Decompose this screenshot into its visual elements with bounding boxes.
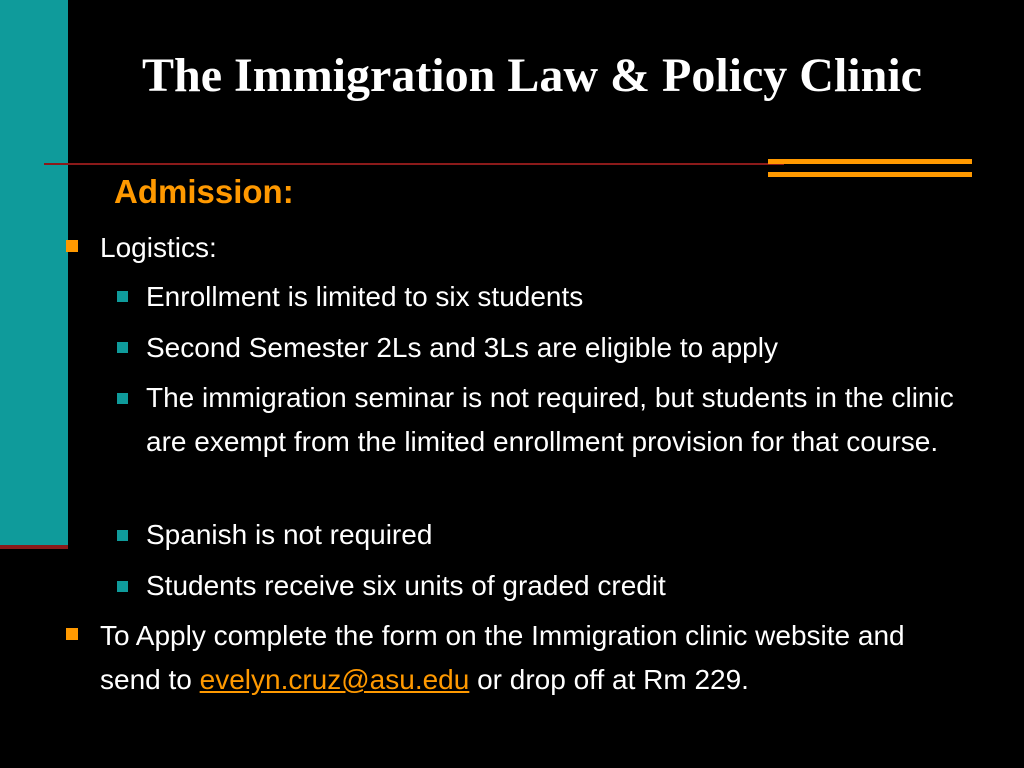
sub-bullet-square-icon <box>117 393 128 404</box>
apply-text-after: or drop off at Rm 229. <box>477 664 749 695</box>
bullet-square-icon <box>66 628 78 640</box>
side-bar-underline <box>0 545 68 549</box>
bullet-logistics: Logistics: <box>100 232 217 263</box>
accent-line-bottom <box>768 172 972 177</box>
slide-title: The Immigration Law & Policy Clinic <box>142 49 922 102</box>
sub-bullet-square-icon <box>117 291 128 302</box>
sub-bullet-eligibility: Second Semester 2Ls and 3Ls are eligible to apply <box>146 332 778 363</box>
bullet-to-apply <box>100 614 970 702</box>
sub-bullet-square-icon <box>117 530 128 541</box>
sub-bullet-spanish: Spanish is not required <box>146 519 433 550</box>
slide-subtitle: Admission: <box>114 173 294 210</box>
sub-bullet-credit: Students receive six units of graded credit <box>146 570 666 601</box>
sub-bullet-square-icon <box>117 581 128 592</box>
title-divider <box>44 163 784 165</box>
email-link[interactable]: evelyn.cruz@asu.edu <box>199 664 470 695</box>
sub-bullet-enrollment: Enrollment is limited to six students <box>146 281 584 312</box>
sub-bullet-seminar: The immigration seminar is not required, but students in the clinic are exempt from the limited enrollment provision for that course. <box>146 382 954 457</box>
bullet-square-icon <box>66 240 78 252</box>
apply-text-before: To Apply complete the form on the Immigration clinic website and send to <box>100 620 905 695</box>
accent-line-top <box>768 159 972 164</box>
sub-bullet-square-icon <box>117 342 128 353</box>
